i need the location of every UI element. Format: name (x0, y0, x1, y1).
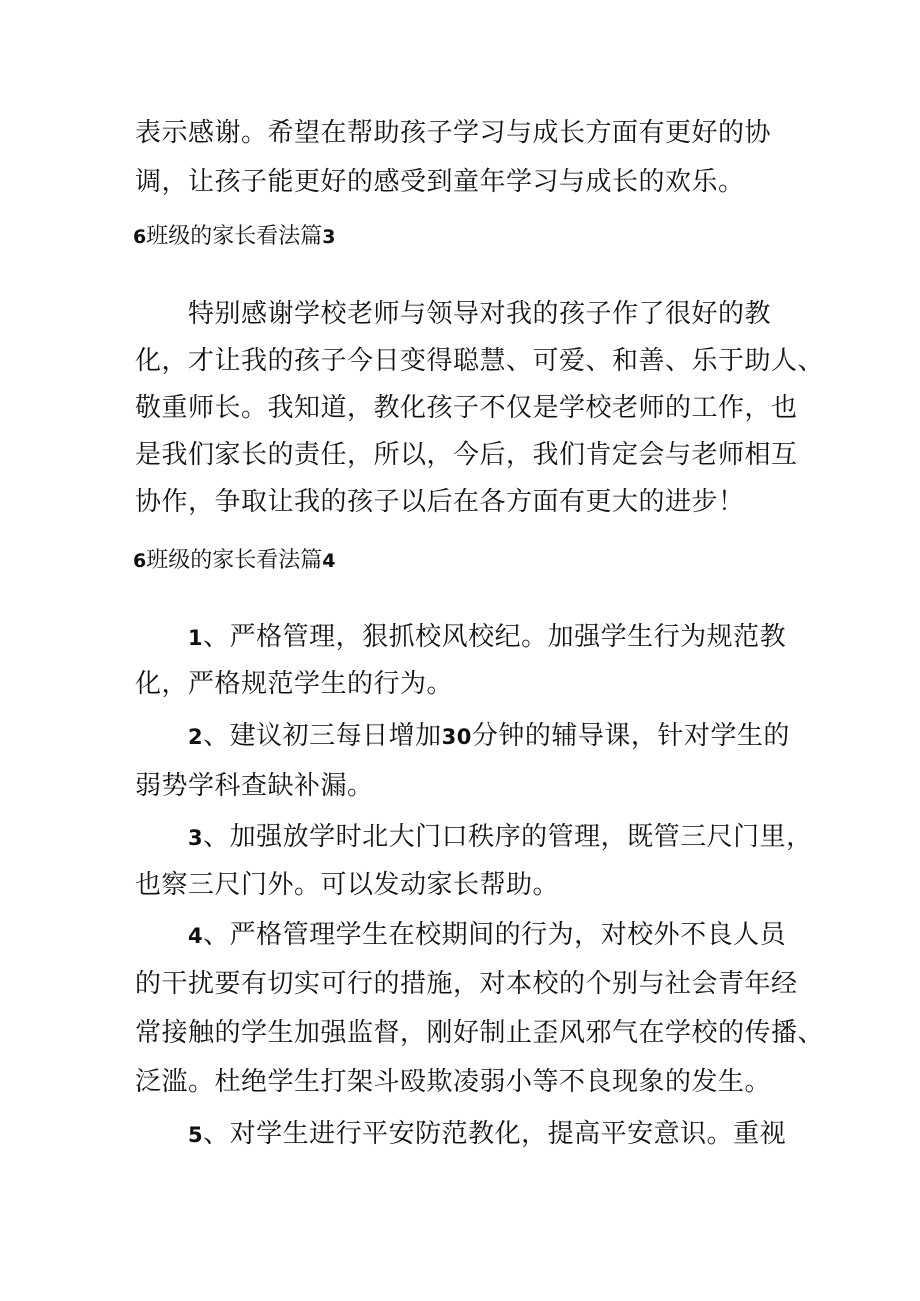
body-text-line: 常接触的学生加强监督，刚好制止歪风邪气在学校的传播、 (135, 1018, 825, 1048)
list-item-number: 5 (188, 1123, 204, 1147)
body-text-line: 敬重师长。我知道，教化孩子不仅是学校老师的工作，也 (135, 393, 798, 423)
body-text-line: 特别感谢学校老师与领导对我的孩子作了很好的教 (188, 299, 772, 329)
heading-number: 6 (133, 550, 147, 572)
list-item-2 (188, 719, 790, 754)
list-item-number: 4 (188, 924, 204, 948)
section-heading-3 (133, 222, 335, 252)
body-text-line: 表示感谢。希望在帮助孩子学习与成长方面有更好的协 (135, 118, 772, 148)
list-item-4 (188, 918, 786, 953)
list-item-number: 1 (188, 626, 204, 650)
heading-text: 班级的家长看法篇 (146, 224, 323, 249)
body-text-line: 是我们家长的责任，所以，今后，我们肯定会与老师相互 (135, 440, 798, 470)
heading-index: 4 (322, 550, 336, 572)
body-text-line: 也察三尺门外。可以发动家长帮助。 (135, 870, 560, 900)
list-item-1 (188, 620, 786, 655)
body-text-line: 泛滥。杜绝学生打架斗殴欺凌弱小等不良现象的发生。 (135, 1067, 772, 1097)
heading-text: 班级的家长看法篇 (146, 548, 323, 573)
body-text-line: 化，严格规范学生的行为。 (135, 669, 454, 699)
list-item-text: 、对学生进行平安防范教化，提高平安意识。重视 (203, 1119, 787, 1149)
list-item-text: 、严格管理，狠抓校风校纪。加强学生行为规范教 (203, 622, 787, 652)
section-heading-4 (133, 546, 335, 576)
list-item-text: 、加强放学时北大门口秩序的管理，既管三尺门里， (203, 822, 813, 852)
heading-index: 3 (322, 226, 336, 248)
body-text-line: 协作，争取让我的孩子以后在各方面有更大的进步！ (135, 487, 745, 517)
body-text-line: 弱势学科查缺补漏。 (135, 771, 374, 801)
list-item-5 (188, 1117, 786, 1152)
list-item-3 (188, 820, 813, 855)
list-item-text: 分钟的辅导课，针对学生的 (471, 721, 790, 751)
list-item-text: 、严格管理学生在校期间的行为，对校外不良人员 (203, 920, 787, 950)
list-item-number: 2 (188, 725, 204, 749)
inline-number: 30 (441, 725, 472, 749)
body-text-line: 调，让孩子能更好的感受到童年学习与成长的欢乐。 (135, 167, 745, 197)
body-text-line: 化，才让我的孩子今日变得聪慧、可爱、和善、乐于助人、 (135, 346, 825, 376)
body-text-line: 的干扰要有切实可行的措施，对本校的个别与社会青年经 (135, 969, 798, 999)
list-item-text: 、建议初三每日增加 (203, 721, 442, 751)
heading-number: 6 (133, 226, 147, 248)
list-item-number: 3 (188, 826, 204, 850)
